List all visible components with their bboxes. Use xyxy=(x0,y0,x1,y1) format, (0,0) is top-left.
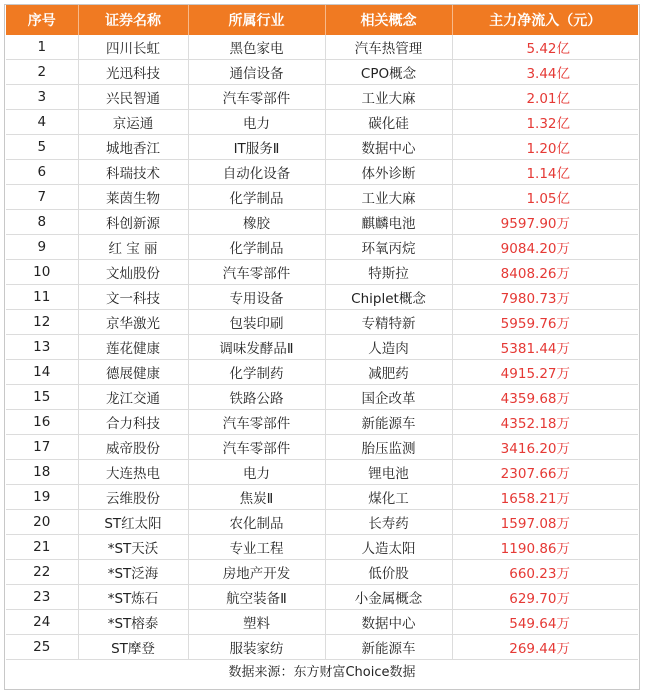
main-net-inflow: 4359.68万 xyxy=(452,385,638,410)
table-row xyxy=(6,535,638,560)
industry: 专用设备 xyxy=(188,285,325,310)
table-row xyxy=(6,85,638,110)
industry: 化学制品 xyxy=(188,235,325,260)
industry: 化学制品 xyxy=(188,185,325,210)
table-row xyxy=(6,485,638,510)
data-source-note: 数据来源：东方财富Choice数据 xyxy=(228,665,416,680)
stock-name: 威帝股份 xyxy=(78,435,188,460)
industry: 铁路公路 xyxy=(188,385,325,410)
concept: 煤化工 xyxy=(325,485,452,510)
table-row xyxy=(6,635,638,660)
industry: 自动化设备 xyxy=(188,160,325,185)
main-net-inflow: 5381.44万 xyxy=(452,335,638,360)
industry: 塑料 xyxy=(188,610,325,635)
industry: 汽车零部件 xyxy=(188,435,325,460)
data-table-container xyxy=(4,4,640,690)
stock-name: 兴民智通 xyxy=(78,85,188,110)
concept: 特斯拉 xyxy=(325,260,452,285)
row-index: 5 xyxy=(6,135,78,160)
table-row xyxy=(6,460,638,485)
table-row xyxy=(6,185,638,210)
col-index-header: 序号 xyxy=(6,5,78,35)
table-row xyxy=(6,510,638,535)
table-row xyxy=(6,110,638,135)
concept: 减肥药 xyxy=(325,360,452,385)
table-header xyxy=(6,5,638,35)
concept: 低价股 xyxy=(325,560,452,585)
main-net-inflow: 5.42亿 xyxy=(452,35,638,60)
main-net-inflow: 2307.66万 xyxy=(452,460,638,485)
stock-name: 科创新源 xyxy=(78,210,188,235)
stock-name: 文一科技 xyxy=(78,285,188,310)
row-index: 14 xyxy=(6,360,78,385)
industry: 汽车零部件 xyxy=(188,85,325,110)
concept: 胎压监测 xyxy=(325,435,452,460)
industry: 橡胶 xyxy=(188,210,325,235)
industry: 调味发酵品Ⅱ xyxy=(188,335,325,360)
industry: 焦炭Ⅱ xyxy=(188,485,325,510)
row-index: 10 xyxy=(6,260,78,285)
industry: 农化制品 xyxy=(188,510,325,535)
concept: 新能源车 xyxy=(325,635,452,660)
concept: 锂电池 xyxy=(325,460,452,485)
concept: 碳化硅 xyxy=(325,110,452,135)
stock-name: *ST炼石 xyxy=(78,585,188,610)
industry: 航空装备Ⅱ xyxy=(188,585,325,610)
concept: 工业大麻 xyxy=(325,185,452,210)
row-index: 2 xyxy=(6,60,78,85)
capital-flow-table xyxy=(6,5,638,660)
concept: 小金属概念 xyxy=(325,585,452,610)
main-net-inflow: 1597.08万 xyxy=(452,510,638,535)
industry: IT服务Ⅱ xyxy=(188,135,325,160)
main-net-inflow: 4352.18万 xyxy=(452,410,638,435)
main-net-inflow: 5959.76万 xyxy=(452,310,638,335)
col-concept-header: 相关概念 xyxy=(325,5,452,35)
industry: 汽车零部件 xyxy=(188,410,325,435)
concept: 数据中心 xyxy=(325,610,452,635)
main-net-inflow: 4915.27万 xyxy=(452,360,638,385)
main-net-inflow: 9597.90万 xyxy=(452,210,638,235)
table-row xyxy=(6,35,638,60)
row-index: 18 xyxy=(6,460,78,485)
concept: 数据中心 xyxy=(325,135,452,160)
stock-name: ST红太阳 xyxy=(78,510,188,535)
row-index: 19 xyxy=(6,485,78,510)
stock-name: 合力科技 xyxy=(78,410,188,435)
table-row xyxy=(6,335,638,360)
row-index: 11 xyxy=(6,285,78,310)
row-index: 13 xyxy=(6,335,78,360)
table-row xyxy=(6,560,638,585)
concept: 国企改革 xyxy=(325,385,452,410)
row-index: 9 xyxy=(6,235,78,260)
main-net-inflow: 1658.21万 xyxy=(452,485,638,510)
table-row xyxy=(6,385,638,410)
row-index: 4 xyxy=(6,110,78,135)
row-index: 24 xyxy=(6,610,78,635)
stock-name: *ST榕泰 xyxy=(78,610,188,635)
concept: 工业大麻 xyxy=(325,85,452,110)
stock-name: 大连热电 xyxy=(78,460,188,485)
stock-name: 云维股份 xyxy=(78,485,188,510)
stock-name: 红 宝 丽 xyxy=(78,235,188,260)
main-net-inflow: 1190.86万 xyxy=(452,535,638,560)
row-index: 25 xyxy=(6,635,78,660)
row-index: 12 xyxy=(6,310,78,335)
stock-name: 四川长虹 xyxy=(78,35,188,60)
main-net-inflow: 9084.20万 xyxy=(452,235,638,260)
main-net-inflow: 629.70万 xyxy=(452,585,638,610)
stock-name: 城地香江 xyxy=(78,135,188,160)
table-row xyxy=(6,235,638,260)
concept: 新能源车 xyxy=(325,410,452,435)
concept: 环氧丙烷 xyxy=(325,235,452,260)
main-net-inflow: 3.44亿 xyxy=(452,60,638,85)
table-row xyxy=(6,360,638,385)
concept: 麒麟电池 xyxy=(325,210,452,235)
concept: 汽车热管理 xyxy=(325,35,452,60)
industry: 化学制药 xyxy=(188,360,325,385)
stock-name: 京运通 xyxy=(78,110,188,135)
industry: 通信设备 xyxy=(188,60,325,85)
table-row xyxy=(6,160,638,185)
table-row xyxy=(6,310,638,335)
main-net-inflow: 3416.20万 xyxy=(452,435,638,460)
main-net-inflow: 1.14亿 xyxy=(452,160,638,185)
stock-name: 京华激光 xyxy=(78,310,188,335)
table-row xyxy=(6,60,638,85)
row-index: 15 xyxy=(6,385,78,410)
table-row xyxy=(6,410,638,435)
industry: 服装家纺 xyxy=(188,635,325,660)
industry: 电力 xyxy=(188,460,325,485)
stock-name: 光迅科技 xyxy=(78,60,188,85)
col-inflow-header: 主力净流入（元） xyxy=(452,5,638,35)
industry: 房地产开发 xyxy=(188,560,325,585)
concept: 人造太阳 xyxy=(325,535,452,560)
stock-name: 德展健康 xyxy=(78,360,188,385)
industry: 汽车零部件 xyxy=(188,260,325,285)
table-body xyxy=(6,35,638,660)
main-net-inflow: 660.23万 xyxy=(452,560,638,585)
main-net-inflow: 1.20亿 xyxy=(452,135,638,160)
industry: 包装印刷 xyxy=(188,310,325,335)
row-index: 23 xyxy=(6,585,78,610)
col-name-header: 证券名称 xyxy=(78,5,188,35)
row-index: 17 xyxy=(6,435,78,460)
main-net-inflow: 1.05亿 xyxy=(452,185,638,210)
stock-name: 龙江交通 xyxy=(78,385,188,410)
row-index: 7 xyxy=(6,185,78,210)
main-net-inflow: 8408.26万 xyxy=(452,260,638,285)
table-row xyxy=(6,285,638,310)
row-index: 16 xyxy=(6,410,78,435)
stock-name: *ST天沃 xyxy=(78,535,188,560)
concept: Chiplet概念 xyxy=(325,285,452,310)
concept: 人造肉 xyxy=(325,335,452,360)
table-row xyxy=(6,210,638,235)
industry: 专业工程 xyxy=(188,535,325,560)
main-net-inflow: 1.32亿 xyxy=(452,110,638,135)
stock-name: *ST泛海 xyxy=(78,560,188,585)
concept: 长寿药 xyxy=(325,510,452,535)
stock-name: 科瑞技术 xyxy=(78,160,188,185)
table-row xyxy=(6,610,638,635)
row-index: 21 xyxy=(6,535,78,560)
main-net-inflow: 269.44万 xyxy=(452,635,638,660)
row-index: 8 xyxy=(6,210,78,235)
stock-name: 文灿股份 xyxy=(78,260,188,285)
table-row xyxy=(6,260,638,285)
row-index: 20 xyxy=(6,510,78,535)
industry: 黑色家电 xyxy=(188,35,325,60)
row-index: 22 xyxy=(6,560,78,585)
row-index: 1 xyxy=(6,35,78,60)
col-industry-header: 所属行业 xyxy=(188,5,325,35)
table-row xyxy=(6,435,638,460)
industry: 电力 xyxy=(188,110,325,135)
table-row xyxy=(6,585,638,610)
stock-name: ST摩登 xyxy=(78,635,188,660)
stock-name: 莱茵生物 xyxy=(78,185,188,210)
concept: CPO概念 xyxy=(325,60,452,85)
concept: 专精特新 xyxy=(325,310,452,335)
main-net-inflow: 7980.73万 xyxy=(452,285,638,310)
row-index: 3 xyxy=(6,85,78,110)
table-row xyxy=(6,135,638,160)
row-index: 6 xyxy=(6,160,78,185)
main-net-inflow: 549.64万 xyxy=(452,610,638,635)
stock-name: 莲花健康 xyxy=(78,335,188,360)
main-net-inflow: 2.01亿 xyxy=(452,85,638,110)
concept: 体外诊断 xyxy=(325,160,452,185)
